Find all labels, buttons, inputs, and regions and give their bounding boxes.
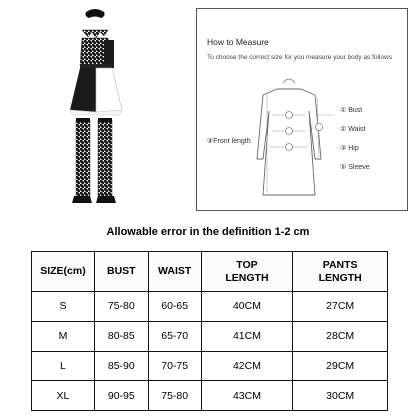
label-bust: ① Bust — [340, 107, 363, 114]
label-waist: ② Waist — [340, 126, 366, 133]
collar — [82, 30, 108, 38]
cell-size: M — [32, 321, 95, 351]
label-hip: ③ Hip — [340, 145, 359, 152]
cell-top-length: 41CM — [201, 321, 293, 351]
cell-pants-length: 29CM — [293, 351, 388, 381]
cell-size: L — [32, 351, 95, 381]
label-front-length: ④Front length — [207, 138, 251, 145]
how-to-measure-subtitle: To choose the correct size for you measure your body as follows — [207, 54, 392, 61]
size-chart-table — [31, 251, 388, 411]
header-top-length: TOP LENGTH — [201, 252, 293, 292]
cell-bust: 80-85 — [94, 321, 148, 351]
cell-waist: 75-80 — [148, 381, 201, 411]
cell-bust: 85-90 — [94, 351, 148, 381]
allowable-error-caption: Allowable error in the definition 1-2 cm — [106, 226, 310, 238]
left-stocking — [76, 120, 90, 196]
cell-waist: 65-70 — [148, 321, 201, 351]
table-row — [32, 292, 388, 322]
eye-mask — [85, 9, 104, 18]
table-header-row — [32, 252, 388, 292]
cell-pants-length: 28CM — [293, 321, 388, 351]
cell-size: XL — [32, 381, 95, 411]
cell-bust: 90-95 — [94, 381, 148, 411]
cell-size: S — [32, 292, 95, 322]
cell-waist: 70-75 — [148, 351, 201, 381]
cell-pants-length: 30CM — [293, 381, 388, 411]
cell-top-length: 42CM — [201, 351, 293, 381]
dress-diagram — [197, 9, 409, 212]
cell-bust: 75-80 — [94, 292, 148, 322]
how-to-measure-panel — [196, 8, 408, 211]
jester-costume-image — [0, 0, 190, 218]
cell-top-length: 43CM — [201, 381, 293, 411]
table-row — [32, 381, 388, 411]
how-to-measure-title: How to Measure — [207, 37, 269, 47]
skirt-dark — [70, 68, 96, 112]
cell-pants-length: 27CM — [293, 292, 388, 322]
header-size: SIZE(cm) — [32, 252, 95, 292]
label-sleeve: ⑤ Sleeve — [340, 164, 370, 171]
table-row — [32, 321, 388, 351]
header-pants-length: PANTS LENGTH — [293, 252, 388, 292]
header-bust: BUST — [94, 252, 148, 292]
cell-top-length: 40CM — [201, 292, 293, 322]
cell-waist: 60-65 — [148, 292, 201, 322]
right-stocking — [98, 120, 112, 196]
skirt-light — [96, 68, 122, 112]
header-waist: WAIST — [148, 252, 201, 292]
table-row — [32, 351, 388, 381]
